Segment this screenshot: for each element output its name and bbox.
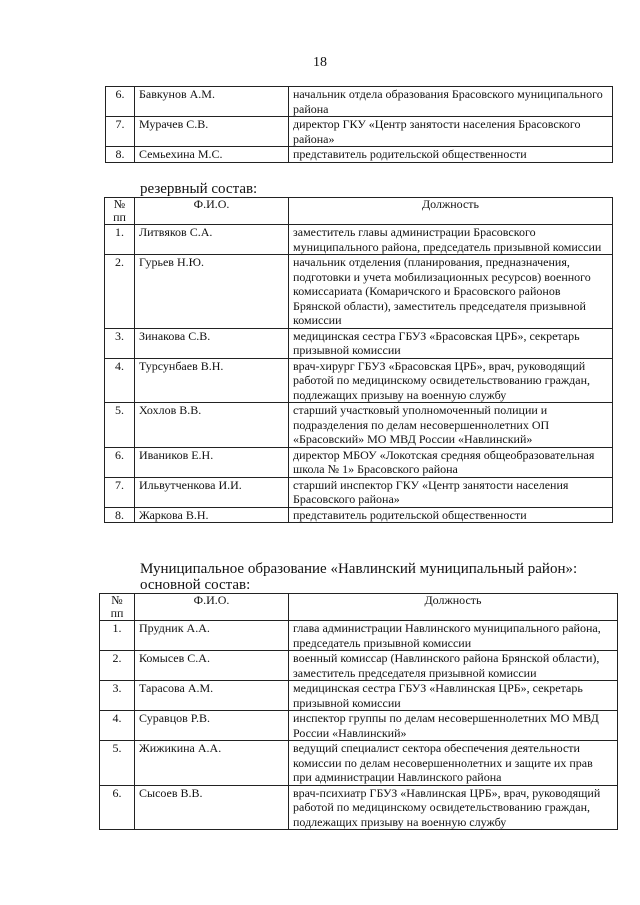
table-header-row (100, 594, 618, 621)
person-name: Гурьев Н.Ю. (135, 255, 289, 329)
table-row (100, 741, 618, 786)
person-name: Жижикина А.А. (135, 741, 289, 786)
subsection-heading: основной состав: (140, 577, 251, 593)
table-row (105, 477, 613, 507)
reserve-heading: резервный состав: (140, 181, 258, 197)
column-header: Ф.И.О. (135, 594, 289, 621)
row-number: 5. (105, 403, 135, 448)
person-position: представитель родительской общественности (289, 147, 613, 163)
person-name: Мурачев С.В. (135, 117, 289, 147)
section-heading: Муниципальное образование «Навлинский муниципальный район»: (140, 561, 578, 577)
row-number: 8. (106, 147, 135, 163)
person-position: директор ГКУ «Центр занятости населения Брасовского района» (289, 117, 613, 147)
continuation-table (105, 86, 613, 163)
person-position: начальник отделения (планирования, предназначения, подготовки и учета мобилизационных ресурсов) военного комиссариата (Комаричского и Брасовского районов Брянской области), заместитель председателя призывной комиссии (289, 255, 613, 329)
person-position: глава администрации Навлинского муниципального района, председатель призывной комиссии (289, 621, 618, 651)
person-name: Жаркова В.Н. (135, 507, 289, 523)
table-row (105, 507, 613, 523)
person-position: старший участковый уполномоченный полиции и подразделения по делам несовершеннолетних ОП «Брасовский» МО МВД России «Навлинский» (289, 403, 613, 448)
person-name: Литвяков С.А. (135, 225, 289, 255)
column-header: № пп (105, 198, 135, 225)
person-position: начальник отдела образования Брасовского муниципального района (289, 87, 613, 117)
row-number: 6. (106, 87, 135, 117)
table-row (106, 87, 613, 117)
row-number: 8. (105, 507, 135, 523)
table-row (100, 621, 618, 651)
table-row (100, 651, 618, 681)
navlinsky-table (99, 593, 618, 830)
person-name: Зинакова С.В. (135, 328, 289, 358)
table-row (100, 785, 618, 830)
table-row (100, 681, 618, 711)
row-number: 7. (105, 477, 135, 507)
person-position: медицинская сестра ГБУЗ «Навлинская ЦРБ», секретарь призывной комиссии (289, 681, 618, 711)
person-position: медицинская сестра ГБУЗ «Брасовская ЦРБ», секретарь призывной комиссии (289, 328, 613, 358)
person-name: Турсунбаев В.Н. (135, 358, 289, 403)
person-name: Семьехина М.С. (135, 147, 289, 163)
page-number: 18 (313, 55, 327, 70)
table-row (105, 447, 613, 477)
person-position: представитель родительской общественности (289, 507, 613, 523)
person-name: Хохлов В.В. (135, 403, 289, 448)
row-number: 3. (105, 328, 135, 358)
column-header: Должность (289, 594, 618, 621)
row-number: 4. (100, 711, 135, 741)
table-row (105, 358, 613, 403)
person-name: Тарасова А.М. (135, 681, 289, 711)
person-name: Комысев С.А. (135, 651, 289, 681)
table-row (106, 147, 613, 163)
person-position: старший инспектор ГКУ «Центр занятости населения Брасовского района» (289, 477, 613, 507)
person-position: инспектор группы по делам несовершеннолетних МО МВД России «Навлинский» (289, 711, 618, 741)
row-number: 7. (106, 117, 135, 147)
row-number: 4. (105, 358, 135, 403)
row-number: 2. (105, 255, 135, 329)
person-position: директор МБОУ «Локотская средняя общеобразовательная школа № 1» Брасовского района (289, 447, 613, 477)
table-row (100, 711, 618, 741)
person-position: заместитель главы администрации Брасовского муниципального района, председатель призывной комиссии (289, 225, 613, 255)
row-number: 3. (100, 681, 135, 711)
table-row (105, 255, 613, 329)
row-number: 1. (105, 225, 135, 255)
row-number: 6. (100, 785, 135, 830)
person-position: врач-психиатр ГБУЗ «Навлинская ЦРБ», врач, руководящий работой по медицинскому освидетельствованию граждан, подлежащих призыву на военную службу (289, 785, 618, 830)
person-name: Сысоев В.В. (135, 785, 289, 830)
table-row (106, 117, 613, 147)
person-name: Суравцов Р.В. (135, 711, 289, 741)
row-number: 1. (100, 621, 135, 651)
reserve-table (104, 197, 613, 523)
person-name: Иваников Е.Н. (135, 447, 289, 477)
row-number: 6. (105, 447, 135, 477)
table-row (105, 403, 613, 448)
column-header: № пп (100, 594, 135, 621)
row-number: 2. (100, 651, 135, 681)
column-header: Должность (289, 198, 613, 225)
person-name: Ильвутченкова И.И. (135, 477, 289, 507)
column-header: Ф.И.О. (135, 198, 289, 225)
person-position: врач-хирург ГБУЗ «Брасовская ЦРБ», врач, руководящий работой по медицинскому освидетельствованию граждан, подлежащих призыву на военную службу (289, 358, 613, 403)
row-number: 5. (100, 741, 135, 786)
table-header-row (105, 198, 613, 225)
table-row (105, 328, 613, 358)
person-name: Прудник А.А. (135, 621, 289, 651)
table-row (105, 225, 613, 255)
person-position: ведущий специалист сектора обеспечения деятельности комиссии по делам несовершеннолетних и защите их прав при администрации Навлинского района (289, 741, 618, 786)
person-name: Бавкунов А.М. (135, 87, 289, 117)
person-position: военный комиссар (Навлинского района Брянской области), заместитель председателя призывной комиссии (289, 651, 618, 681)
